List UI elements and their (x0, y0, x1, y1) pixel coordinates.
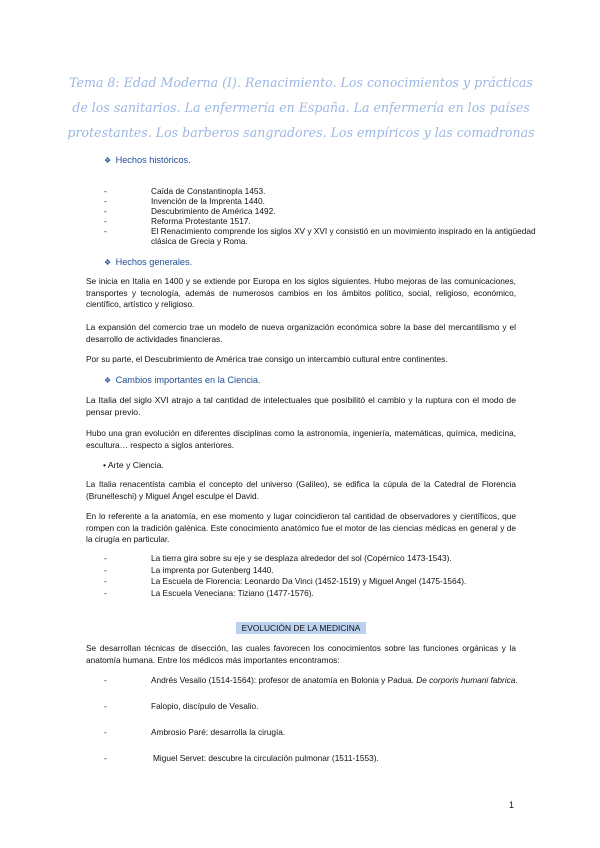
paragraph: Se inicia en Italia en 1400 y se extiende por Europa en los siglos siguientes. Hubo mejoras de las comunicaciones, transportes y tecnología, además de numerosos cambios en los ámbitos político, social, religioso, económico, científico, artístico y religioso. (86, 276, 516, 309)
list-item: - Miguel Servet: descubre la circulación pulmonar (1511-1553). (104, 753, 379, 763)
list-item: - La Escuela de Florencia: Leonardo Da Vinci (1452-1519) y Miguel Angel (1475-1564). (104, 576, 467, 586)
book-title: De corporis humani fabrica (416, 675, 516, 685)
list-item: - Descubrimiento de América 1492. (104, 206, 276, 216)
section-heading-hechos-generales (104, 257, 192, 267)
paragraph: Por su parte, el Descubrimiento de América trae consigo un intercambio cultural entre continentes. (86, 354, 448, 364)
section-heading-cambios-ciencia (104, 375, 261, 385)
list-item: - El Renacimiento comprende los siglos XV y XVI y consistió en un movimiento inspirado en la antigüedad clásica de Grecia y Roma. (104, 226, 536, 246)
paragraph: En lo referente a la anatomía, en ese momento y lugar coincidieron tal cantidad de observadores y científicos, que rompen con la tradición galénica. Este conocimiento anatómico fue el motor de las ciencias médicas en general y de la cirugía en particular. (86, 511, 516, 544)
list-item: - La tierra gira sobre su eje y se desplaza alrededor del sol (Copérnico 1473-1543). (104, 553, 452, 563)
diamond-bullet-icon: ❖ (104, 258, 112, 267)
section-heading-hechos-historicos (104, 155, 191, 165)
page-number: 1 (509, 800, 515, 810)
list-item: - La imprenta por Gutenberg 1440. (104, 564, 274, 575)
list-item: - Falopio, discípulo de Vesalio. (104, 701, 259, 711)
diamond-bullet-icon: ❖ (104, 376, 112, 385)
historical-facts-list (104, 186, 571, 246)
list-item: - Andrés Vesalio (1514-1564): profesor de anatomía en Bolonia y Padua. De corporis humani fabrica. (104, 675, 518, 685)
paragraph: La Italia renacentista cambia el concepto del universo (Galileo), se edifica la cúpula de la Catedral de Florencia (Brunelleschi) y Miguel Ángel esculpe el David. (86, 479, 516, 501)
section-heading-evolucion-medicina: EVOLUCIÓN DE LA MEDICINA (236, 622, 366, 634)
paragraph: La expansión del comercio trae un modelo de nueva organización económica sobre la base del mercantilismo y el desarrollo de actividades financieras. (86, 322, 516, 344)
heading-text: Hechos generales. (115, 257, 193, 267)
subheading-arte-ciencia: • Arte y Ciencia. (103, 460, 164, 470)
heading-text: Cambios importantes en la Ciencia. (115, 375, 261, 385)
paragraph: Hubo una gran evolución en diferentes disciplinas como la astronomía, ingeniería, matemáticas, química, medicina, escultura… respecto a siglos anteriores. (86, 428, 516, 450)
diamond-bullet-icon: ❖ (104, 156, 112, 165)
page-title: Tema 8: Edad Moderna (I). Renacimiento. Los conocimientos y prácticas de los sanitarios. La enfermería en España. La enfermería en los países protestantes. Los barberos sangradores. Los empíricos y las comadronas (67, 75, 535, 140)
paragraph: La Italia del siglo XVI atrajo a tal cantidad de intelectuales que posibilitó el cambio y la ruptura con el modo de pensar previo. (86, 395, 516, 417)
list-item: - Caída de Constantinopla 1453. (104, 186, 266, 196)
list-item: - Ambrosio Paré: desarrolla la cirugía. (104, 727, 286, 737)
physicians-list (104, 675, 571, 763)
list-item: - Reforma Protestante 1517. (104, 216, 251, 226)
paragraph: Se desarrollan técnicas de disección, las cuales favorecen los conocimientos sobre las funciones orgánicas y la anatomía humana. Entre los médicos más importantes encontramos: (86, 643, 516, 665)
heading-text: Hechos históricos. (115, 155, 191, 165)
list-item: - La Escuela Veneciana: Tiziano (1477-1576). (104, 587, 314, 598)
art-science-list (104, 553, 571, 598)
list-item: - Invención de la Imprenta 1440. (104, 196, 265, 206)
